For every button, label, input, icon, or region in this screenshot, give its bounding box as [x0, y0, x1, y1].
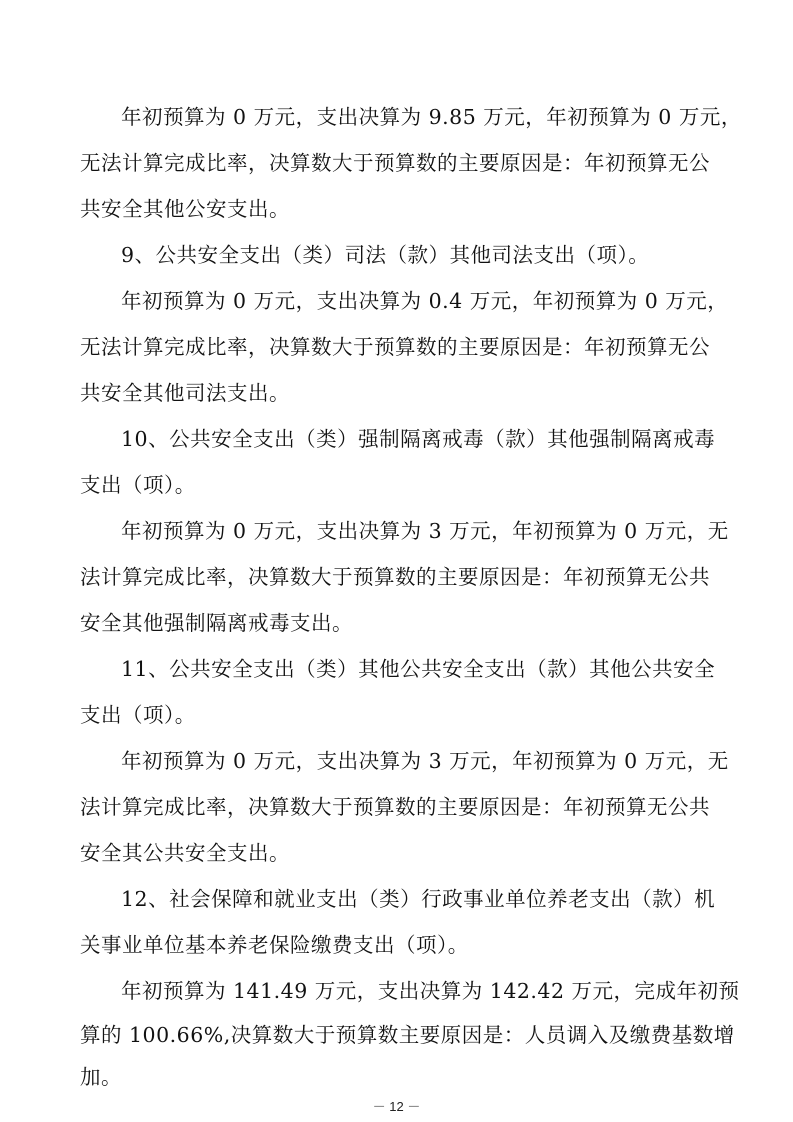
paragraph-line: 法计算完成比率，决算数大于预算数的主要原因是：年初预算无公共 [80, 565, 710, 589]
paragraph-line: 年初预算为 0 万元，支出决算为 3 万元，年初预算为 0 万元，无 [121, 749, 729, 773]
section-heading: 12、社会保障和就业支出（类）行政事业单位养老支出（款）机 [121, 887, 716, 911]
paragraph-line: 法计算完成比率，决算数大于预算数的主要原因是：年初预算无公共 [80, 795, 710, 819]
paragraph-line: 共安全其他公安支出。 [80, 197, 290, 221]
page-number: － 12 － [372, 1099, 421, 1114]
paragraph-line: 无法计算完成比率，决算数大于预算数的主要原因是：年初预算无公 [80, 151, 710, 175]
paragraph-line: 年初预算为 0 万元，支出决算为 9.85 万元，年初预算为 0 万元， [121, 105, 742, 129]
section-heading-continued: 支出（项）。 [80, 703, 196, 727]
paragraph-line: 无法计算完成比率，决算数大于预算数的主要原因是：年初预算无公 [80, 335, 710, 359]
paragraph-line: 年初预算为 0 万元，支出决算为 3 万元，年初预算为 0 万元，无 [121, 519, 729, 543]
paragraph-line: 加。 [80, 1065, 122, 1089]
paragraph-line: 安全其公共安全支出。 [80, 841, 290, 865]
section-heading: 10、公共安全支出（类）强制隔离戒毒（款）其他强制隔离戒毒 [121, 427, 716, 451]
paragraph-line: 年初预算为 0 万元，支出决算为 0.4 万元，年初预算为 0 万元， [121, 289, 729, 313]
paragraph-line: 安全其他强制隔离戒毒支出。 [80, 611, 353, 635]
section-heading-continued: 支出（项）。 [80, 473, 196, 497]
section-heading: 11、公共安全支出（类）其他公共安全支出（款）其他公共安全 [121, 657, 716, 681]
section-heading-continued: 关事业单位基本养老保险缴费支出（项）。 [80, 933, 469, 957]
paragraph-line: 算的 100.66%,决算数大于预算数主要原因是：人员调入及缴费基数增 [80, 1023, 735, 1047]
paragraph-line: 共安全其他司法支出。 [80, 381, 290, 405]
paragraph-line: 年初预算为 141.49 万元，支出决算为 142.42 万元，完成年初预 [121, 979, 740, 1003]
section-heading: 9、公共安全支出（类）司法（款）其他司法支出（项）。 [121, 243, 650, 267]
